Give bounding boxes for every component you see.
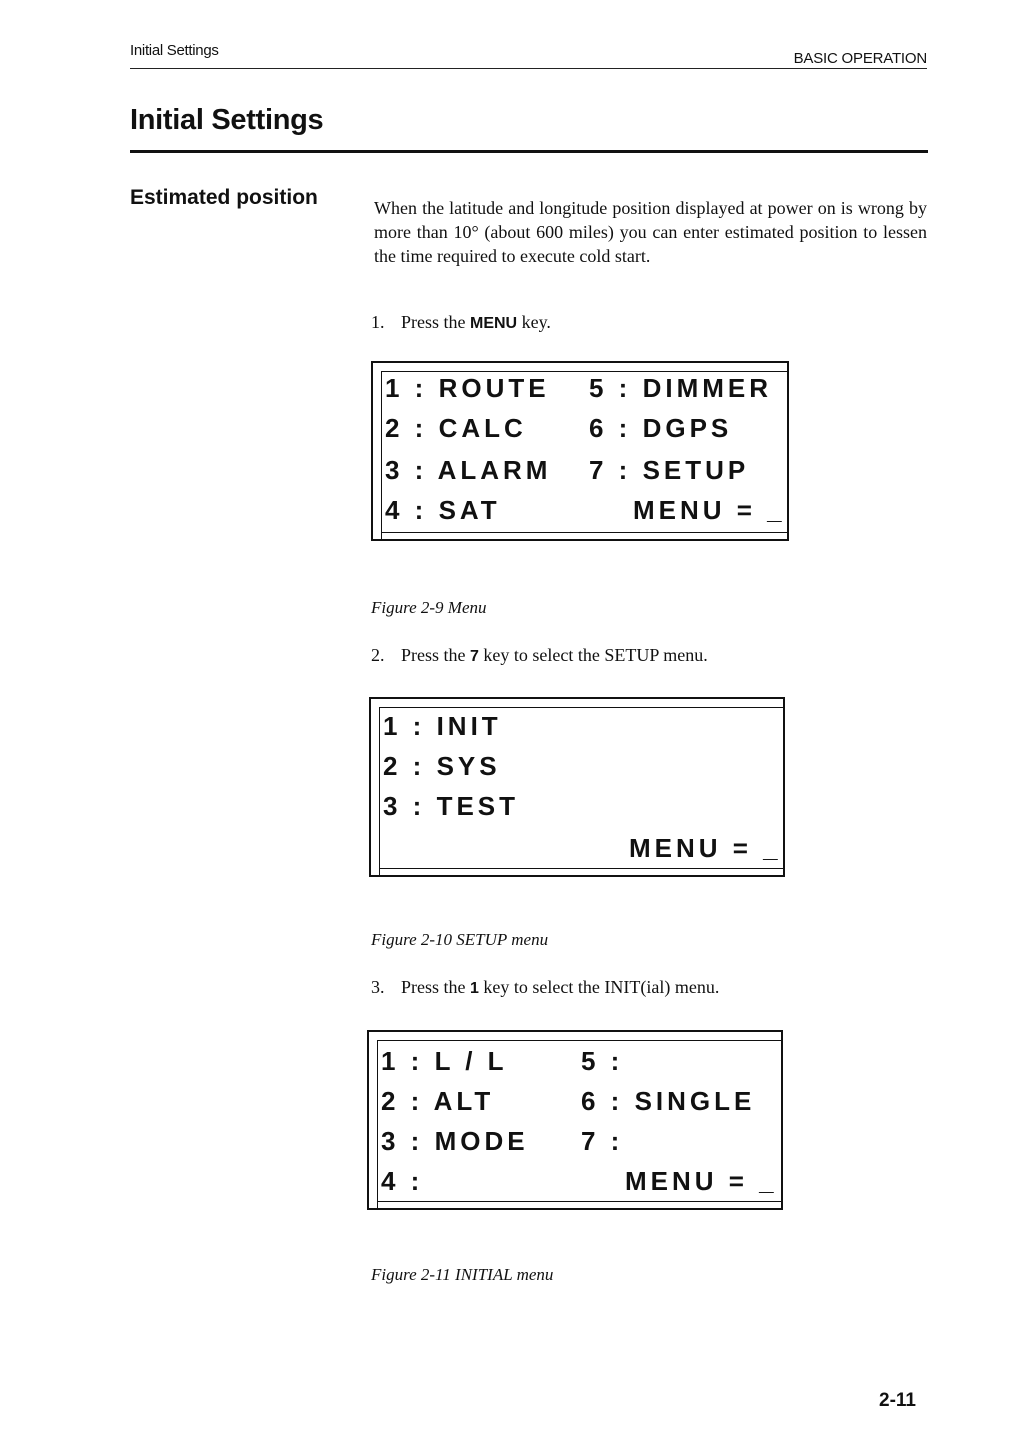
step-2 bbox=[371, 643, 708, 669]
lcd-setup-screen bbox=[369, 697, 785, 877]
lcd-bottom-line bbox=[381, 532, 787, 533]
lcd-item: 5 : DIMMER bbox=[589, 373, 772, 403]
running-header-left: Initial Settings bbox=[130, 42, 219, 59]
title-rule bbox=[130, 150, 928, 153]
step-number: 1. bbox=[371, 312, 385, 332]
running-header-right: BASIC OPERATION bbox=[793, 50, 927, 67]
lcd-item: 2 : CALC bbox=[385, 413, 527, 443]
step-3 bbox=[371, 975, 719, 1001]
lcd-item: 3 : MODE bbox=[381, 1126, 529, 1156]
lcd-initial-screen bbox=[367, 1030, 783, 1210]
step-number: 3. bbox=[371, 977, 385, 997]
step-text: Press the bbox=[401, 977, 470, 997]
lcd-item: 2 : SYS bbox=[383, 751, 501, 781]
lcd-bottom-line bbox=[377, 1201, 781, 1202]
lcd-item: 1 : L / L bbox=[381, 1046, 508, 1076]
lcd-menu-prompt: MENU = _ bbox=[629, 833, 782, 863]
figure-caption: Figure 2-10 SETUP menu bbox=[371, 930, 549, 949]
lcd-item: 4 : SAT bbox=[385, 495, 501, 525]
lcd-item: 4 : bbox=[381, 1166, 424, 1196]
key-name: 7 bbox=[470, 648, 479, 665]
step-text: Press the bbox=[401, 645, 470, 665]
figure-caption: Figure 2-9 Menu bbox=[371, 598, 487, 617]
intro-paragraph: When the latitude and longitude position displayed at power on is wrong by more than 10° (about 600 miles) you can enter estimated position to lessen the time required to execute cold start. bbox=[374, 198, 927, 266]
key-name: 1 bbox=[470, 980, 479, 997]
step-text: Press the bbox=[401, 312, 470, 332]
lcd-item: 2 : ALT bbox=[381, 1086, 495, 1116]
header-rule bbox=[130, 68, 927, 69]
lcd-menu-prompt: MENU = _ bbox=[633, 495, 786, 525]
lcd-item: 5 : bbox=[581, 1046, 624, 1076]
lcd-item: 6 : DGPS bbox=[589, 413, 733, 443]
step-text: key. bbox=[517, 312, 551, 332]
step-text: key to select the SETUP menu. bbox=[478, 645, 708, 665]
lcd-item: 1 : ROUTE bbox=[385, 373, 550, 403]
page-title: Initial Settings bbox=[130, 104, 324, 136]
lcd-item: 3 : TEST bbox=[383, 791, 520, 821]
lcd-menu-prompt: MENU = _ bbox=[625, 1166, 778, 1196]
lcd-item: 6 : SINGLE bbox=[581, 1086, 756, 1116]
lcd-bottom-line bbox=[379, 868, 783, 869]
step-text: key to select the INIT(ial) menu. bbox=[478, 977, 720, 997]
lcd-item: 3 : ALARM bbox=[385, 455, 552, 485]
lcd-item: 1 : INIT bbox=[383, 711, 502, 741]
lcd-item: 7 : bbox=[581, 1126, 624, 1156]
key-name: MENU bbox=[470, 315, 518, 332]
figure-caption: Figure 2-11 INITIAL menu bbox=[371, 1265, 554, 1284]
step-1 bbox=[371, 310, 551, 336]
page-number: 2-11 bbox=[879, 1390, 916, 1411]
lcd-item: 7 : SETUP bbox=[589, 455, 750, 485]
step-number: 2. bbox=[371, 645, 385, 665]
lcd-menu-screen bbox=[371, 361, 789, 541]
section-heading: Estimated position bbox=[130, 186, 318, 209]
